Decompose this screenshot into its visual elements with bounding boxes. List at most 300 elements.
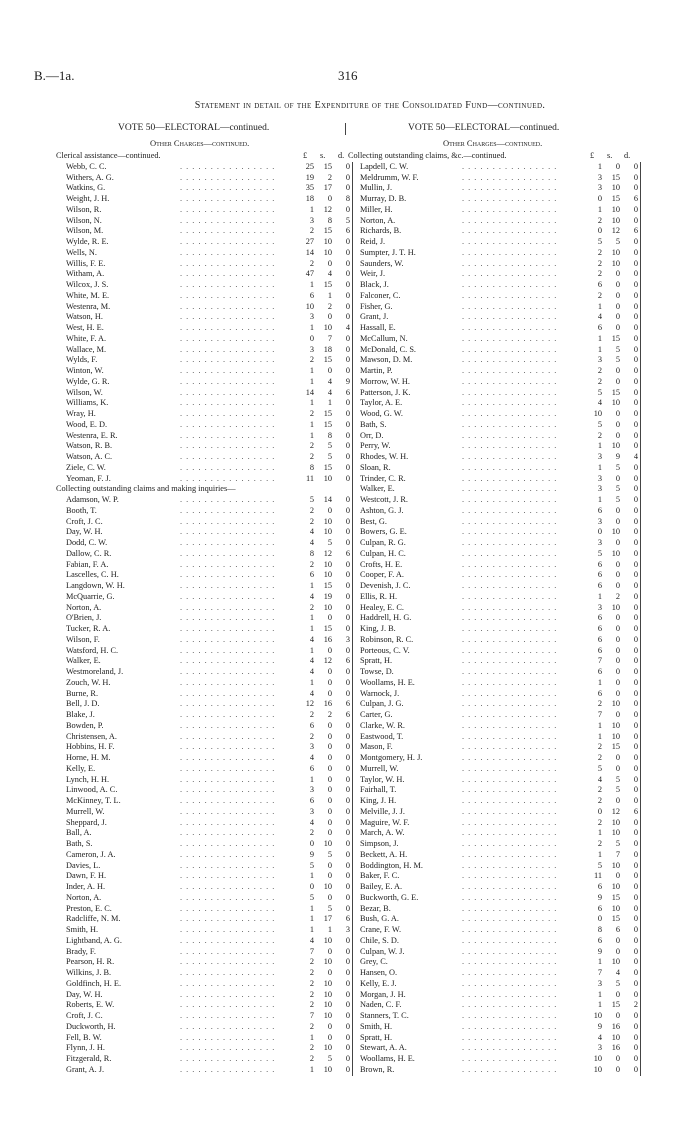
amount-shillings: 17 (323, 914, 332, 924)
amount-pence: 0 (633, 430, 638, 440)
amount-pounds: 5 (597, 237, 602, 246)
amount-pence: 0 (633, 688, 638, 698)
payee-name: Stanners, T. C. (360, 1011, 409, 1020)
amount-pounds: 0 (597, 806, 602, 816)
amount-shillings: 5 (615, 839, 620, 848)
payee-name: Falconer, C. (360, 290, 401, 300)
payee-name: Rhodes, W. H. (360, 452, 409, 461)
amount-shillings: 2 (327, 301, 332, 311)
leader-dots: . . . . . . . . . . . . . . . . (462, 796, 558, 805)
amount-shillings: 15 (611, 914, 620, 924)
amount-shillings: 0 (615, 280, 620, 289)
amount-pounds: 1 (309, 925, 314, 934)
currency-header: s. (320, 151, 326, 160)
payee-name: Culpan, H. C. (360, 548, 406, 558)
leader-dots: . . . . . . . . . . . . . . . . (462, 634, 558, 644)
leader-dots: . . . . . . . . . . . . . . . . (462, 301, 558, 311)
leader-dots: . . . . . . . . . . . . . . . . (180, 344, 276, 354)
leader-dots: . . . . . . . . . . . . . . . . (462, 495, 558, 504)
amount-shillings: 0 (615, 161, 620, 171)
amount-pence: 0 (345, 269, 350, 279)
amount-pounds: 27 (305, 237, 314, 246)
amount-pounds: 5 (597, 763, 602, 773)
amount-pounds: 1 (309, 398, 314, 408)
amount-pence: 0 (633, 828, 638, 838)
payee-name: Ball, A. (66, 828, 92, 838)
table-row (0, 216, 700, 227)
amount-shillings: 0 (615, 677, 620, 687)
payee-name: Westenra, E. R. (66, 430, 118, 440)
amount-shillings: 0 (327, 763, 332, 773)
table-row (0, 828, 700, 839)
table-row (0, 194, 700, 205)
amount-shillings: 0 (615, 634, 620, 644)
amount-pounds: 4 (309, 656, 314, 666)
table-row (0, 431, 700, 442)
payee-name: Mawson, D. M. (360, 355, 413, 365)
amount-pounds: 1 (309, 914, 314, 924)
amount-pence: 0 (633, 935, 638, 945)
amount-shillings: 0 (327, 753, 332, 762)
table-row (0, 1054, 700, 1065)
amount-pounds: 2 (597, 215, 602, 225)
leader-dots: . . . . . . . . . . . . . . . . (180, 774, 276, 784)
leader-dots: . . . . . . . . . . . . . . . . (462, 1054, 558, 1063)
amount-shillings: 4 (327, 269, 332, 279)
leader-dots: . . . . . . . . . . . . . . . . (180, 183, 276, 193)
amount-shillings: 10 (323, 570, 332, 580)
payee-name: Witham, A. (66, 269, 105, 279)
amount-pence: 0 (633, 839, 638, 848)
table-row (0, 355, 700, 366)
payee-name: Towse, D. (360, 667, 394, 676)
payee-name: Culpan, R. G. (360, 538, 406, 547)
leader-dots: . . . . . . . . . . . . . . . . (462, 344, 558, 354)
table-row (0, 173, 700, 184)
amount-pence: 0 (345, 355, 350, 365)
amount-pounds: 1 (309, 430, 314, 440)
leader-dots: . . . . . . . . . . . . . . . . (180, 796, 276, 805)
amount-pence: 0 (345, 172, 350, 182)
amount-pounds: 2 (597, 796, 602, 805)
amount-pounds: 2 (597, 258, 602, 268)
payee-name: Healey, E. C. (360, 602, 404, 612)
table-row (0, 463, 700, 474)
amount-shillings: 10 (323, 559, 332, 569)
leader-dots: . . . . . . . . . . . . . . . . (462, 409, 558, 418)
amount-shillings: 6 (615, 925, 620, 934)
payee-name: McCallum, N. (360, 333, 408, 343)
amount-shillings: 0 (327, 1032, 332, 1042)
amount-pence: 0 (345, 290, 350, 300)
payee-name: Dallow, C. R. (66, 548, 112, 558)
amount-shillings: 5 (615, 237, 620, 246)
leader-dots: . . . . . . . . . . . . . . . . (462, 538, 558, 547)
amount-shillings: 0 (327, 667, 332, 676)
payee-name: Devenish, J. C. (360, 581, 411, 590)
leader-dots: . . . . . . . . . . . . . . . . (462, 355, 558, 365)
amount-pounds: 8 (309, 462, 314, 472)
amount-pounds: 3 (597, 473, 602, 483)
amount-pounds: 10 (305, 301, 314, 311)
leader-dots: . . . . . . . . . . . . . . . . (180, 290, 276, 300)
amount-pounds: 2 (597, 376, 602, 386)
payee-name: Buckworth, G. E. (360, 892, 419, 902)
amount-pence: 6 (345, 656, 350, 666)
leader-dots: . . . . . . . . . . . . . . . . (180, 1064, 276, 1074)
table-row (0, 538, 700, 549)
amount-shillings: 18 (323, 344, 332, 354)
amount-pence: 0 (633, 323, 638, 332)
table-row (0, 334, 700, 345)
amount-shillings: 0 (327, 194, 332, 203)
amount-pounds: 6 (597, 882, 602, 891)
leader-dots: . . . . . . . . . . . . . . . . (462, 430, 558, 440)
table-row (0, 936, 700, 947)
payee-name: Black, J. (360, 280, 389, 289)
amount-shillings: 16 (323, 699, 332, 709)
table-row (0, 388, 700, 399)
payee-name: Porteous, C. V. (360, 645, 410, 655)
payee-name: Flynn, J. H. (66, 1043, 105, 1053)
payee-name: Watson, A. C. (66, 452, 113, 461)
amount-pounds: 1 (309, 774, 314, 784)
amount-pounds: 6 (597, 624, 602, 633)
table-row (0, 452, 700, 463)
payee-name: Bath, S. (66, 839, 93, 848)
leader-dots: . . . . . . . . . . . . . . . . (462, 280, 558, 289)
leader-dots: . . . . . . . . . . . . . . . . (180, 548, 276, 558)
amount-pence: 0 (633, 441, 638, 451)
amount-shillings: 10 (323, 516, 332, 526)
payee-name: Lapdell, C. W. (360, 161, 409, 171)
amount-pounds: 2 (597, 247, 602, 257)
payee-name: Sheppard, J. (66, 817, 107, 827)
payee-name: Westmoreland, J. (66, 667, 124, 676)
amount-pence: 0 (633, 376, 638, 386)
amount-shillings: 15 (323, 226, 332, 236)
amount-shillings: 5 (615, 462, 620, 472)
section-heading: Clerical assistance—continued. (56, 151, 161, 160)
payee-name: Walker, E. (66, 656, 101, 666)
amount-pounds: 10 (593, 409, 602, 418)
amount-pounds: 2 (597, 699, 602, 709)
payee-name: Warnock, J. (360, 688, 400, 698)
table-row (0, 549, 700, 560)
table-row (0, 291, 700, 302)
leader-dots: . . . . . . . . . . . . . . . . (462, 720, 558, 730)
amount-shillings: 10 (323, 1043, 332, 1053)
amount-pounds: 10 (593, 1054, 602, 1063)
amount-shillings: 0 (615, 645, 620, 655)
amount-pence: 0 (345, 742, 350, 752)
payee-name: Pearson, H. R. (66, 957, 115, 967)
leader-dots: . . . . . . . . . . . . . . . . (462, 204, 558, 214)
amount-pence: 0 (345, 1043, 350, 1053)
leader-dots: . . . . . . . . . . . . . . . . (180, 624, 276, 633)
payee-name: Norton, A. (360, 215, 396, 225)
leader-dots: . . . . . . . . . . . . . . . . (180, 473, 276, 483)
amount-pounds: 7 (597, 968, 602, 977)
leader-dots: . . . . . . . . . . . . . . . . (180, 753, 276, 762)
amount-pence: 0 (633, 409, 638, 418)
leader-dots: . . . . . . . . . . . . . . . . (180, 591, 276, 601)
amount-shillings: 5 (327, 903, 332, 913)
amount-pence: 0 (345, 505, 350, 515)
amount-pence: 0 (345, 860, 350, 870)
payee-name: White, M. E. (66, 290, 110, 300)
leader-dots: . . . . . . . . . . . . . . . . (180, 849, 276, 859)
payee-name: Perry, W. (360, 441, 391, 451)
amount-pounds: 6 (597, 903, 602, 913)
leader-dots: . . . . . . . . . . . . . . . . (180, 387, 276, 397)
payee-name: Chile, S. D. (360, 935, 399, 945)
amount-pounds: 2 (309, 602, 314, 612)
amount-shillings: 10 (611, 1032, 620, 1042)
leader-dots: . . . . . . . . . . . . . . . . (462, 817, 558, 827)
table-row (0, 839, 700, 850)
leader-dots: . . . . . . . . . . . . . . . . (462, 172, 558, 182)
amount-pence: 0 (633, 624, 638, 633)
amount-shillings: 1 (327, 398, 332, 408)
amount-shillings: 0 (327, 366, 332, 375)
payee-name: Fabian, F. A. (66, 559, 109, 569)
payee-name: Sloan, R. (360, 462, 391, 472)
amount-shillings: 0 (327, 742, 332, 752)
amount-pounds: 4 (309, 538, 314, 547)
amount-pence: 9 (345, 376, 350, 386)
table-row (0, 968, 700, 979)
amount-shillings: 0 (327, 860, 332, 870)
amount-shillings: 8 (327, 430, 332, 440)
amount-shillings: 5 (327, 849, 332, 859)
amount-pence: 0 (633, 699, 638, 709)
leader-dots: . . . . . . . . . . . . . . . . (462, 323, 558, 332)
amount-shillings: 0 (327, 258, 332, 268)
amount-pounds: 1 (597, 344, 602, 354)
payee-name: Weight, J. H. (66, 194, 110, 203)
leader-dots: . . . . . . . . . . . . . . . . (180, 871, 276, 881)
leader-dots: . . . . . . . . . . . . . . . . (180, 581, 276, 590)
amount-shillings: 5 (615, 978, 620, 988)
payee-name: Lynch, H. H. (66, 774, 110, 784)
currency-header: d. (624, 151, 631, 160)
payee-name: Crane, F. W. (360, 925, 402, 934)
leader-dots: . . . . . . . . . . . . . . . . (462, 731, 558, 741)
amount-pence: 0 (633, 548, 638, 558)
amount-pence: 0 (633, 591, 638, 601)
leader-dots: . . . . . . . . . . . . . . . . (180, 495, 276, 504)
table-row (0, 302, 700, 313)
amount-pounds: 5 (597, 419, 602, 429)
table-row (0, 678, 700, 689)
leader-dots: . . . . . . . . . . . . . . . . (180, 677, 276, 687)
leader-dots: . . . . . . . . . . . . . . . . (462, 989, 558, 999)
amount-pence: 0 (633, 204, 638, 214)
amount-pence: 0 (345, 624, 350, 633)
payee-name: Wilson, F. (66, 634, 100, 644)
leader-dots: . . . . . . . . . . . . . . . . (462, 194, 558, 203)
amount-pounds: 1 (597, 720, 602, 730)
leader-dots: . . . . . . . . . . . . . . . . (462, 667, 558, 676)
amount-pounds: 2 (309, 409, 314, 418)
leader-dots: . . . . . . . . . . . . . . . . (462, 849, 558, 859)
amount-shillings: 0 (615, 1011, 620, 1020)
leader-dots: . . . . . . . . . . . . . . . . (462, 269, 558, 279)
amount-pence: 0 (633, 925, 638, 934)
payee-name: Bowers, G. E. (360, 527, 407, 537)
amount-shillings: 10 (611, 882, 620, 891)
amount-pence: 0 (345, 817, 350, 827)
leader-dots: . . . . . . . . . . . . . . . . (180, 645, 276, 655)
leader-dots: . . . . . . . . . . . . . . . . (180, 1011, 276, 1020)
amount-pounds: 10 (593, 1064, 602, 1074)
amount-pounds: 2 (597, 742, 602, 752)
payee-name: Smith, H. (66, 925, 99, 934)
amount-shillings: 0 (615, 624, 620, 633)
amount-pence: 0 (633, 785, 638, 795)
payee-name: Ashton, G. J. (360, 505, 404, 515)
amount-pounds: 2 (597, 269, 602, 279)
amount-pence: 0 (633, 355, 638, 365)
table-row (0, 592, 700, 603)
payee-name: Woollams, H. E. (360, 1054, 415, 1063)
amount-pence: 0 (345, 333, 350, 343)
payee-name: Morrow, W. H. (360, 376, 410, 386)
amount-pence: 6 (633, 194, 638, 203)
leader-dots: . . . . . . . . . . . . . . . . (462, 957, 558, 967)
amount-pounds: 4 (309, 753, 314, 762)
payee-name: King, J. B. (360, 624, 396, 633)
amount-pence: 0 (633, 366, 638, 375)
page-number: 316 (338, 68, 358, 83)
amount-pounds: 8 (309, 548, 314, 558)
leader-dots: . . . . . . . . . . . . . . . . (462, 677, 558, 687)
amount-pence: 0 (633, 290, 638, 300)
payee-name: Martin, P. (360, 366, 393, 375)
amount-shillings: 10 (323, 935, 332, 945)
payee-name: Weir, J. (360, 269, 386, 279)
amount-shillings: 10 (611, 957, 620, 967)
amount-shillings: 15 (611, 742, 620, 752)
amount-pounds: 1 (597, 828, 602, 838)
amount-pence: 0 (633, 742, 638, 752)
amount-shillings: 0 (615, 613, 620, 623)
payee-name: Robinson, R. C. (360, 634, 414, 644)
amount-shillings: 0 (327, 720, 332, 730)
amount-shillings: 0 (615, 581, 620, 590)
payee-name: O'Brien, J. (66, 613, 102, 623)
amount-shillings: 0 (327, 645, 332, 655)
amount-pence: 0 (345, 935, 350, 945)
amount-pence: 0 (345, 441, 350, 451)
payee-name: Day, W. H. (66, 527, 103, 537)
table-row (0, 742, 700, 753)
amount-pence: 0 (345, 516, 350, 526)
amount-shillings: 10 (323, 1000, 332, 1010)
amount-shillings: 0 (615, 753, 620, 762)
amount-shillings: 15 (323, 462, 332, 472)
leader-dots: . . . . . . . . . . . . . . . . (462, 688, 558, 698)
amount-pounds: 3 (597, 183, 602, 193)
payee-name: Wood, E. D. (66, 419, 108, 429)
table-row (0, 323, 700, 334)
payee-name: Taylor, W. H. (360, 774, 405, 784)
table-row (0, 689, 700, 700)
payee-name: Culpan, W. J. (360, 946, 405, 956)
leader-dots: . . . . . . . . . . . . . . . . (462, 462, 558, 472)
amount-pounds: 3 (597, 484, 602, 494)
table-row (0, 205, 700, 216)
amount-shillings: 0 (615, 505, 620, 515)
amount-pounds: 4 (597, 398, 602, 408)
leader-dots: . . . . . . . . . . . . . . . . (462, 452, 558, 461)
amount-pounds: 3 (597, 1043, 602, 1053)
amount-pence: 0 (633, 753, 638, 762)
amount-pence: 6 (345, 914, 350, 924)
leader-dots: . . . . . . . . . . . . . . . . (180, 226, 276, 236)
payee-name: Norton, A. (66, 602, 102, 612)
leader-dots: . . . . . . . . . . . . . . . . (462, 591, 558, 601)
leader-dots: . . . . . . . . . . . . . . . . (462, 215, 558, 225)
amount-shillings: 5 (615, 495, 620, 504)
amount-pounds: 4 (597, 774, 602, 784)
amount-pounds: 9 (597, 946, 602, 956)
payee-name: Carter, G. (360, 710, 393, 719)
amount-pence: 0 (345, 1064, 350, 1074)
payee-name: Naden, C. F. (360, 1000, 402, 1010)
amount-shillings: 10 (323, 473, 332, 483)
payee-name: Smith, H. (360, 1021, 393, 1031)
leader-dots: . . . . . . . . . . . . . . . . (462, 237, 558, 246)
amount-pence: 0 (345, 581, 350, 590)
payee-name: Watkins, G. (66, 183, 106, 193)
amount-shillings: 1 (327, 925, 332, 934)
amount-shillings: 10 (323, 527, 332, 537)
table-row (0, 441, 700, 452)
amount-pence: 0 (633, 720, 638, 730)
leader-dots: . . . . . . . . . . . . . . . . (180, 699, 276, 709)
amount-pounds: 7 (309, 946, 314, 956)
amount-pounds: 6 (597, 645, 602, 655)
amount-pence: 2 (633, 1000, 638, 1010)
amount-pence: 0 (633, 849, 638, 859)
payee-name: Westcott, J. R. (360, 495, 408, 504)
table-row (0, 474, 700, 485)
amount-shillings: 10 (611, 548, 620, 558)
amount-pounds: 4 (309, 667, 314, 676)
table-row (0, 785, 700, 796)
amount-pounds: 1 (597, 462, 602, 472)
amount-pounds: 2 (309, 957, 314, 967)
payee-name: Wood, G. W. (360, 409, 403, 418)
heading-divider (345, 123, 346, 135)
amount-pence: 0 (345, 1032, 350, 1042)
amount-pence: 0 (633, 215, 638, 225)
amount-pence: 0 (633, 419, 638, 429)
amount-pounds: 1 (309, 871, 314, 881)
table-row (0, 1043, 700, 1054)
leader-dots: . . . . . . . . . . . . . . . . (462, 935, 558, 945)
amount-pence: 0 (633, 731, 638, 741)
amount-shillings: 0 (327, 774, 332, 784)
leader-dots: . . . . . . . . . . . . . . . . (462, 645, 558, 655)
leader-dots: . . . . . . . . . . . . . . . . (462, 570, 558, 580)
table-row (0, 624, 700, 635)
amount-pence: 0 (345, 570, 350, 580)
payee-name: Christensen, A. (66, 731, 117, 741)
payee-name: Clarke, W. R. (360, 720, 405, 730)
